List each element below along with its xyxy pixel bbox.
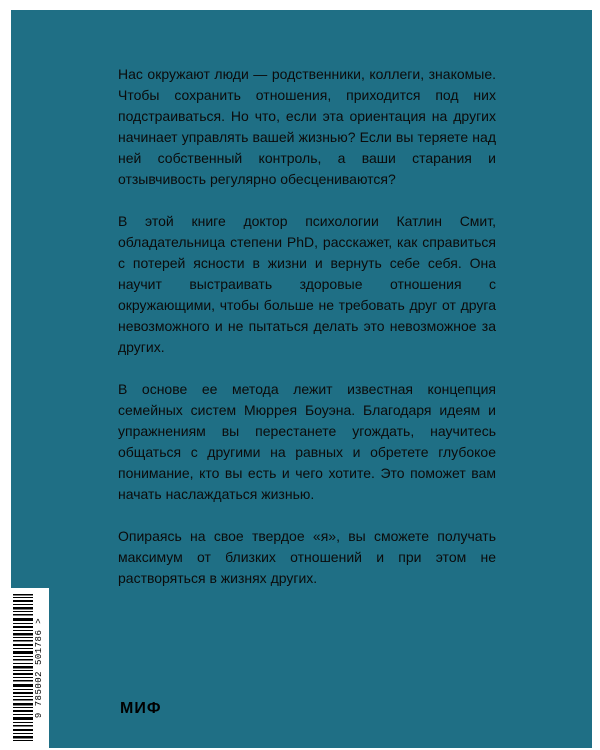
paragraph-2: В этой книге доктор психологии Катлин Смит, обладательница степени PhD, расскажет, как справиться с потерей ясности в жизни и вернуть себе себя. Она научит выстраивать здоровые отношения с окружающими, чтобы больше не требовать друг от друга невозможного и не пытаться делать это невозможное за других. — [118, 213, 496, 355]
paragraph-4: Опираясь на свое твердое «я», вы сможете получать максимум от близких отношений и при этом не растворяться в жизнях других. — [118, 528, 496, 586]
annotation-text — [118, 64, 496, 610]
paragraph-1: Нас окружают люди — родственники, коллеги, знакомые. Чтобы сохранить отношения, приходится под них подстраиваться. Но что, если эта ориентация на других начинает управлять вашей жизнью? Если вы теряете над ней собственный контроль, а ваши старания и отзывчивость регулярно обесцениваются? — [118, 66, 496, 187]
paragraph-3: В основе ее метода лежит известная концепция семейных систем Мюррея Боуэна. Благодаря идеям и упражнениям вы перестанете угождать, научитесь общаться с другими на равных и обретете глубокое понимание, кто вы есть и чего хотите. Это поможет вам начать наслаждаться жизнью. — [118, 381, 496, 502]
isbn-barcode — [11, 588, 49, 748]
book-back-cover — [11, 10, 592, 748]
barcode-digits: 9 785002 501786 > — [34, 617, 44, 719]
publisher-logo: МИФ — [120, 700, 162, 717]
